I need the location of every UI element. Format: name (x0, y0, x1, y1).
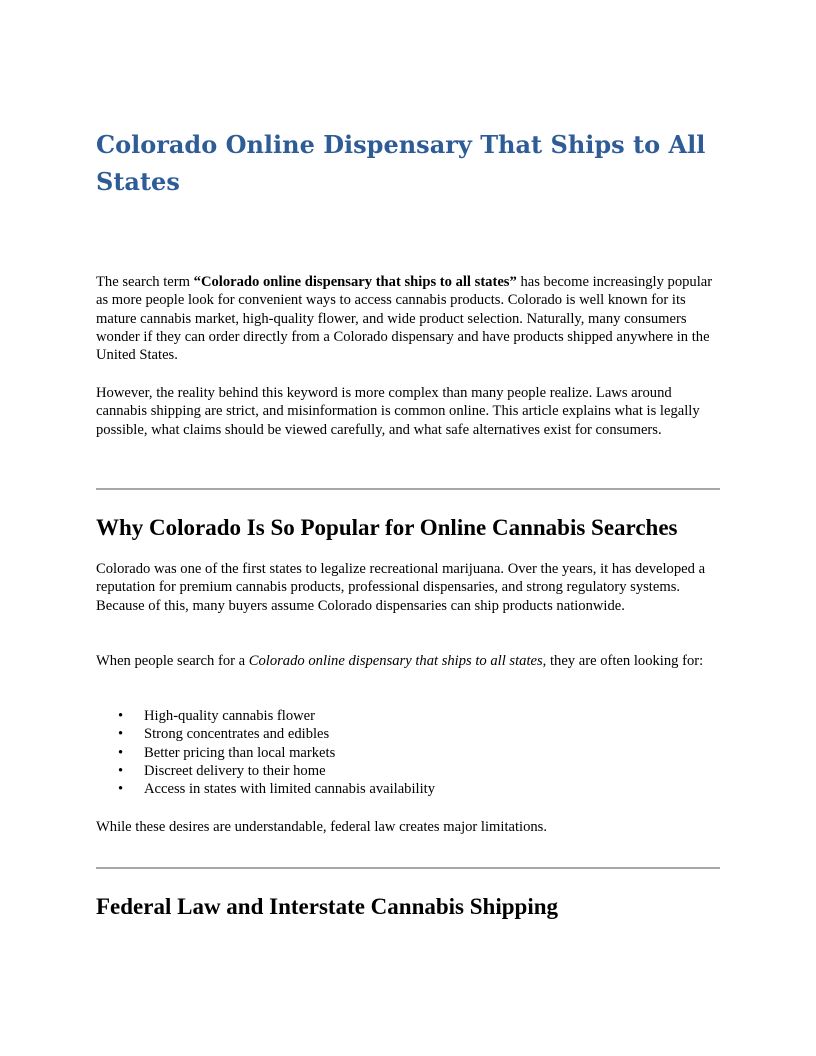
intro-paragraph-2: However, the reality behind this keyword is more complex than many people realize. Laws around cannabis shipping are strict, and misinformation is common online. This article explains what is legally possible, what claims should be viewed carefully, and what safe alternatives exist for consumers. (96, 385, 700, 438)
bullet-list (96, 707, 435, 798)
bullet-icon: • (118, 744, 124, 761)
document-title: Colorado Online Dispensary That Ships to All States (96, 130, 706, 196)
list-item (96, 780, 435, 798)
list-item (96, 762, 435, 780)
popularity-paragraph-1: Colorado was one of the first states to legalize recreational marijuana. Over the years, it has developed a reputation for premium cannabis products, professional dispensaries, and strong regulatory systems. Because of this, many buyers assume Colorado dispensaries can ship products nationwide. (96, 561, 706, 614)
list-item (96, 744, 435, 762)
intro-text-end: has become increasingly popular as more people look for convenient ways to access cannabis products. Colorado is well known for its mature cannabis market, high-quality flower, and wide product selection. Naturally, many consumers wonder if they can order directly from a Colorado dispensary and have products shipped anywhere in the United States. (96, 274, 713, 364)
intro-keyword: “Colorado online dispensary that ships to all states” (193, 274, 517, 290)
section-heading-popularity: Why Colorado Is So Popular for Online Cannabis Searches (96, 515, 678, 540)
section-divider (96, 867, 720, 869)
bullet-icon: • (118, 726, 124, 743)
list-item-text: Strong concentrates and edibles (144, 726, 330, 743)
bullet-icon: • (118, 708, 124, 724)
section-heading-federal-law: Federal Law and Interstate Cannabis Shipping (96, 894, 558, 919)
intro-text-start: The search term (96, 274, 194, 290)
list-item (96, 707, 435, 725)
list-item-text: Better pricing than local markets (144, 744, 336, 761)
popularity-text-start: When people search for a (96, 653, 249, 669)
popularity-text-end: , they are often looking for: (542, 653, 704, 669)
intro-paragraph-1 (96, 273, 722, 364)
popularity-keyword: Colorado online dispensary that ships to all states (248, 653, 543, 669)
list-item-text: Discreet delivery to their home (144, 762, 326, 779)
popularity-paragraph-2 (96, 652, 722, 670)
bullet-icon: • (118, 762, 124, 779)
list-item-text: Access in states with limited cannabis availability (144, 781, 435, 798)
bullet-icon: • (118, 781, 124, 798)
popularity-paragraph-3: While these desires are understandable, federal law creates major limitations. (96, 819, 548, 835)
section-divider (96, 488, 720, 490)
list-item-text: High-quality cannabis flower (144, 708, 316, 724)
list-item (96, 725, 435, 743)
